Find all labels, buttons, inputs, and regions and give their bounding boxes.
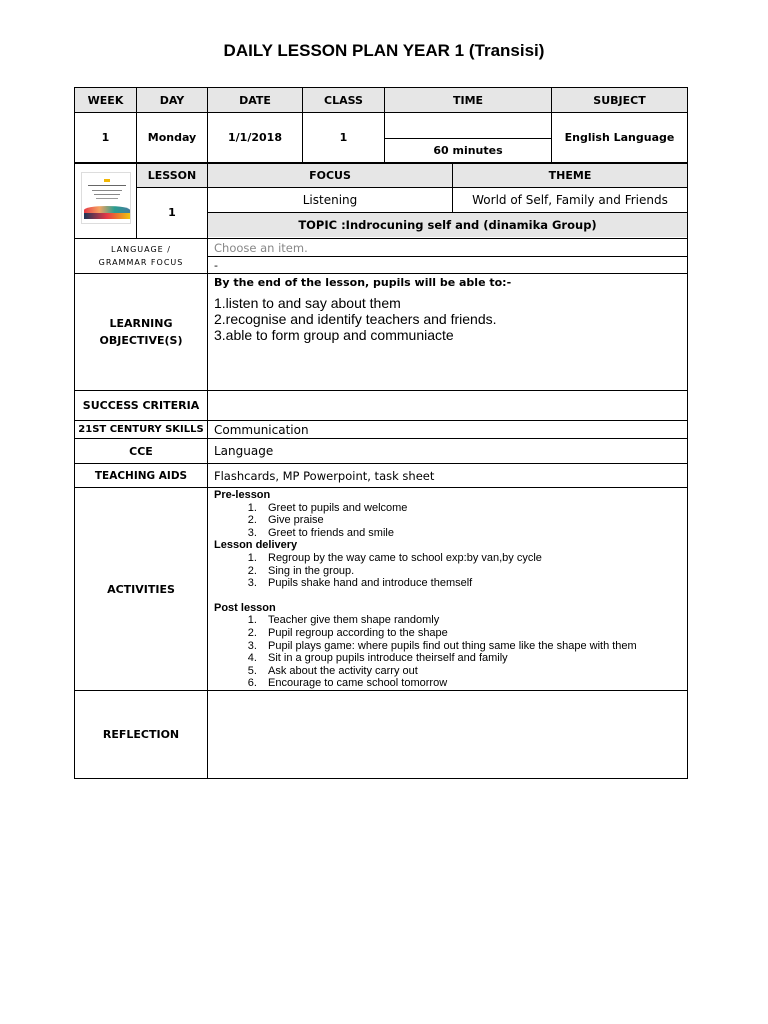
list-item: 1. Regroup by the way came to school exp:by van,by cycle [260,552,687,565]
lesson-delivery-list [214,552,687,590]
pre-lesson-title: Pre-lesson [214,489,271,501]
subject-value: English Language [564,131,675,144]
objective-item: 3.able to form group and communiacte [214,327,454,343]
list-item: 2. Give praise [260,514,687,527]
day-value: Monday [147,131,197,144]
list-item: 3. Pupil plays game: where pupils find out thing same like the shape with them [260,640,687,653]
language-label-line1: LANGUAGE / [111,245,171,254]
teaching-aids-label: TEACHING AIDS [94,469,188,482]
pre-lesson-list [214,502,687,540]
time-top-value [385,113,551,138]
reflection-value [208,691,687,777]
list-item: 1. Greet to pupils and welcome [260,502,687,515]
theme-header: THEME [453,164,687,187]
date-header: DATE [208,88,302,112]
lesson-delivery-title: Lesson delivery [214,539,298,552]
topic-value: TOPIC :Indrocuning self and (dinamika Group) [208,213,687,237]
cce-label: CCE [129,444,153,458]
list-item: 6. Encourage to came school tomorrow [260,677,687,690]
list-item: 1. Teacher give them shape randomly [260,614,687,627]
week-value: 1 [101,131,110,144]
lesson-header: LESSON [137,164,207,187]
learning-objectives-label [75,274,207,390]
language-label-line2: GRAMMAR FOCUS [98,258,184,267]
objective-item: 1.listen to and say about them [214,295,401,311]
list-item: 2. Sing in the group. [260,565,687,578]
class-value: 1 [339,131,348,144]
focus-header: FOCUS [208,164,452,187]
list-item: 3. Greet to friends and smile [260,527,687,540]
class-header: CLASS [303,88,384,112]
list-item: 5. Ask about the activity carry out [260,665,687,678]
cce-value: Language [214,444,274,458]
century-skills-label: 21ST CENTURY SKILLS [78,424,204,435]
century-skills-value: Communication [214,422,309,437]
lesson-number: 1 [168,206,176,219]
language-choice-dropdown[interactable]: Choose an item. [214,240,308,255]
post-lesson-list [214,614,687,690]
activities-content [208,489,687,689]
objective-item: 2.recognise and identify teachers and friends. [214,311,497,327]
list-item: 2. Pupil regroup according to the shape [260,627,687,640]
learning-objectives-content [208,276,687,388]
list-item: 3. Pupils shake hand and introduce themself [260,577,687,590]
objectives-label-line2: OBJECTIVE(S) [99,334,183,347]
week-header: WEEK [75,88,136,112]
subject-header: SUBJECT [552,88,687,112]
day-header: DAY [137,88,207,112]
reflection-label: REFLECTION [102,727,180,741]
post-lesson-title: Post lesson [214,601,276,614]
time-duration-value: 60 minutes [433,144,503,157]
date-value: 1/1/2018 [228,131,282,144]
time-header: TIME [385,88,551,112]
lesson-thumbnail-image [81,172,131,224]
teaching-aids-value: Flashcards, MP Powerpoint, task sheet [214,468,435,483]
page-title: DAILY LESSON PLAN YEAR 1 (Transisi) [223,41,545,60]
focus-value: Listening [302,193,358,207]
objectives-label-line1: LEARNING [109,317,173,330]
success-criteria-value [208,391,687,420]
theme-value: World of Self, Family and Friends [472,193,668,207]
activities-label: ACTIVITIES [107,582,175,596]
list-item: 4. Sit in a group pupils introduce theirself and family [260,652,687,665]
language-dash-value: - [214,258,218,272]
language-focus-label [75,239,207,273]
success-criteria-label: SUCCESS CRITERIA [82,399,200,412]
objectives-intro: By the end of the lesson, pupils will be able to:- [214,276,512,289]
